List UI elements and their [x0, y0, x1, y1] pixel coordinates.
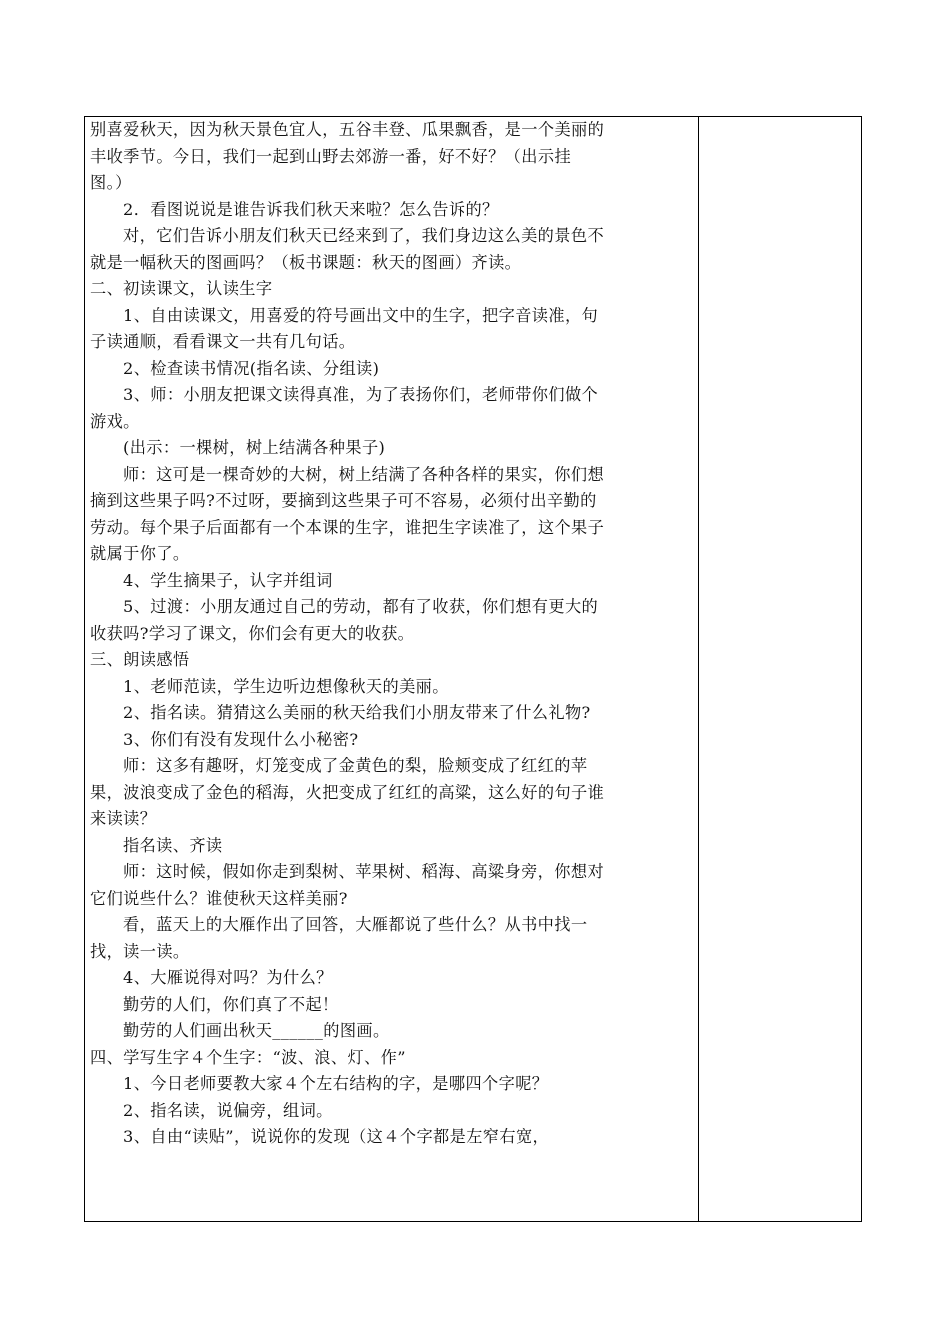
text-line: 劳动。每个果子后面都有一个本课的生字，谁把生字读准了，这个果子	[90, 517, 605, 537]
text-line: 师：这多有趣呀，灯笼变成了金黄色的梨，脸颊变成了红红的苹	[123, 756, 588, 775]
text-line: 摘到这些果子吗?不过呀，要摘到这些果子可不容易，必须付出辛勤的	[90, 491, 597, 510]
text-line: 三、朗读感悟	[90, 650, 190, 669]
text-line: 4、学生摘果子，认字并组词	[123, 570, 333, 590]
text-line: (出示：一棵树，树上结满各种果子)	[123, 438, 386, 457]
text-line: 2．看图说说是谁告诉我们秋天来啦？怎么告诉的？	[123, 199, 499, 219]
text-line: 收获吗?学习了课文，你们会有更大的收获。	[90, 623, 415, 643]
text-line: 它们说些什么？谁使秋天这样美丽?	[90, 888, 348, 908]
text-line: 3、自由“读贴”，说说你的发现（这４个字都是左窄右宽，	[123, 1127, 550, 1146]
text-line: 1、今日老师要教大家４个左右结构的字，是哪四个字呢？	[123, 1074, 549, 1093]
text-line: 游戏。	[90, 411, 140, 431]
text-line: 就是一幅秋天的图画吗？（板书课题：秋天的图画）齐读。	[90, 252, 522, 272]
text-line: 找，读一读。	[90, 941, 190, 961]
text-line: 丰收季节。今日，我们一起到山野去郊游一番，好不好？（出示挂	[90, 146, 572, 166]
text-line: 对，它们告诉小朋友们秋天已经来到了，我们身边这么美的景色不	[123, 226, 605, 245]
notes-cell	[699, 117, 861, 1221]
text-line: 1、自由读课文，用喜爱的符号画出文中的生字，把字音读准，句	[123, 305, 599, 325]
text-line: 指名读、齐读	[123, 835, 223, 855]
text-line: 来读读？	[90, 809, 157, 828]
text-line: 4、大雁说得对吗？为什么？	[123, 968, 333, 987]
text-line: 别喜爱秋天，因为秋天景色宜人，五谷丰登、瓜果飘香，是一个美丽的	[90, 120, 605, 139]
lesson-content-cell	[85, 117, 699, 1221]
text-line: 师：这时候，假如你走到梨树、苹果树、稻海、高粱身旁，你想对	[123, 862, 605, 881]
text-line: 1、老师范读，学生边听边想像秋天的美丽。	[123, 676, 449, 696]
text-line: 果，波浪变成了金色的稻海，火把变成了红红的高粱，这么好的句子谁	[90, 782, 605, 802]
text-line: 就属于你了。	[90, 544, 190, 563]
text-line: 看，蓝天上的大雁作出了回答，大雁都说了些什么？从书中找一	[123, 915, 588, 934]
text-line: 2、指名读，说偏旁，组词。	[123, 1100, 333, 1120]
text-line: 2、检查读书情况(指名读、分组读)	[123, 358, 380, 378]
text-line: 师：这可是一棵奇妙的大树，树上结满了各种各样的果实，你们想	[123, 464, 605, 484]
text-line: 3、师：小朋友把课文读得真准，为了表扬你们，老师带你们做个	[123, 385, 599, 404]
text-line: 四、学写生字４个生字：“波、浪、灯、作”	[90, 1047, 406, 1067]
text-line: 子读通顺，看看课文一共有几句话。	[90, 332, 356, 351]
text-line: 3、你们有没有发现什么小秘密?	[123, 729, 359, 749]
text-line: 图。）	[90, 173, 132, 192]
text-line: 二、初读课文，认读生字	[90, 279, 273, 298]
text-line: 勤劳的人们，你们真了不起！	[123, 994, 339, 1014]
text-line: 勤劳的人们画出秋天______的图画。	[123, 1021, 390, 1040]
lesson-plan-table	[84, 116, 862, 1222]
text-line: 2、指名读。猜猜这么美丽的秋天给我们小朋友带来了什么礼物?	[123, 703, 591, 722]
text-line: 5、过渡：小朋友通过自己的劳动，都有了收获，你们想有更大的	[123, 597, 599, 616]
